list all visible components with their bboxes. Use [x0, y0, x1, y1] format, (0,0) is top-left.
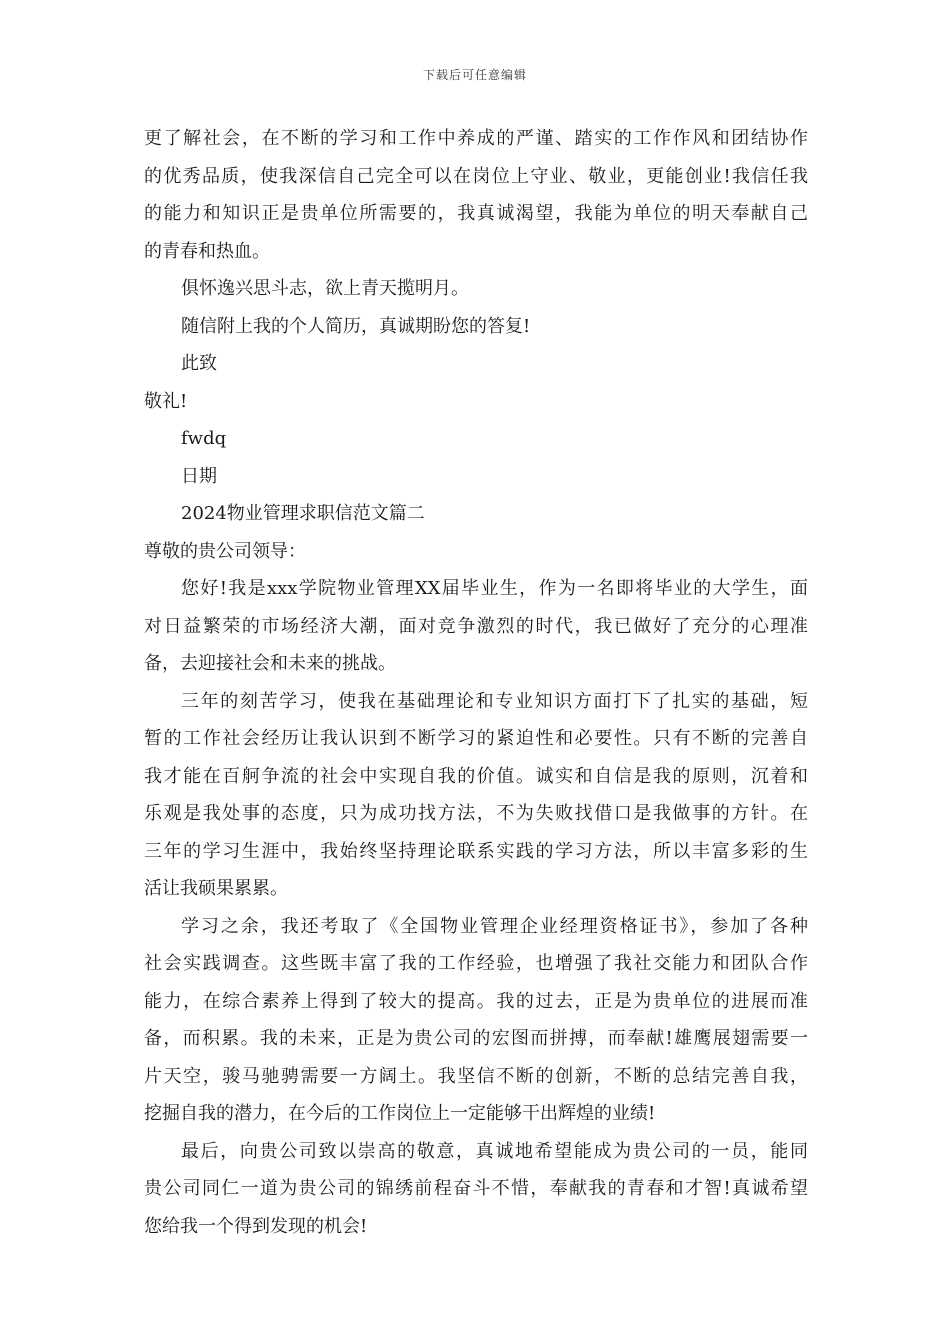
- paragraph-line: 暂的工作社会经历让我认识到不断学习的紧迫性和必要性。只有不断的完善自: [144, 728, 808, 749]
- paragraph-line: 片天空，骏马驰骋需要一方阔土。我坚信不断的创新，不断的总结完善自我，: [144, 1065, 808, 1087]
- paragraph-line: 您给我一个得到发现的机会!: [144, 1215, 368, 1237]
- paragraph-line: 敬礼!: [144, 390, 188, 412]
- paragraph-line: 的青春和热血。: [144, 240, 270, 262]
- paragraph: [144, 270, 808, 308]
- paragraph-line: 社会实践调查。这些既丰富了我的工作经验，也增强了我社交能力和团队合作: [144, 953, 808, 974]
- paragraph-line: 挖掘自我的潜力，在今后的工作岗位上一定能够干出辉煌的业绩!: [144, 1103, 656, 1124]
- paragraph: [144, 345, 808, 383]
- paragraph-line: 更了解社会，在不断的学习和工作中养成的严谨、踏实的工作作风和团结协作: [144, 128, 808, 149]
- paragraph-line: 此致: [181, 353, 217, 374]
- paragraph-line: 活让我硕果累累。: [144, 878, 288, 899]
- paragraph-line: 三年的刻苦学习，使我在基础理论和专业知识方面打下了扎实的基础，短: [181, 690, 808, 712]
- paragraph-line: 2024物业管理求职信范文篇二: [181, 503, 425, 524]
- paragraph-line: fwdq: [181, 428, 227, 449]
- paragraph-line: 最后，向贵公司致以崇高的敬意，真诚地希望能成为贵公司的一员，能同: [181, 1140, 808, 1162]
- paragraph-line: 我才能在百舸争流的社会中实现自我的价值。诚实和自信是我的原则，沉着和: [144, 765, 808, 787]
- paragraph-line: 俱怀逸兴思斗志，欲上青天揽明月。: [181, 278, 469, 299]
- paragraph-line: 您好!我是xxx学院物业管理XX届毕业生，作为一名即将毕业的大学生，面: [181, 578, 808, 599]
- paragraph-line: 贵公司同仁一道为贵公司的锦绣前程奋斗不惜，奉献我的青春和才智!真诚希望: [144, 1178, 808, 1199]
- paragraph: [144, 383, 808, 421]
- paragraph-line: 随信附上我的个人简历，真诚期盼您的答复!: [181, 315, 531, 337]
- paragraph: [144, 1133, 808, 1246]
- paragraph: [144, 683, 808, 908]
- paragraph: [144, 420, 808, 458]
- paragraph-line: 能力，在综合素养上得到了较大的提高。我的过去，正是为贵单位的进展而准: [144, 990, 808, 1012]
- paragraph-line: 对日益繁荣的市场经济大潮，面对竞争激烈的时代，我已做好了充分的心理准: [144, 615, 808, 637]
- paragraph-line: 三年的学习生涯中，我始终坚持理论联系实践的学习方法，所以丰富多彩的生: [144, 840, 808, 862]
- paragraph: [144, 570, 808, 683]
- paragraph: [144, 908, 808, 1133]
- paragraph-line: 备，去迎接社会和未来的挑战。: [144, 653, 396, 674]
- paragraph-line: 学习之余，我还考取了《全国物业管理企业经理资格证书》，参加了各种: [181, 915, 808, 937]
- page-header: 下载后可任意编辑: [422, 68, 527, 82]
- paragraph: [144, 458, 808, 496]
- paragraph-line: 尊敬的贵公司领导：: [144, 540, 306, 562]
- paragraph-line: 的能力和知识正是贵单位所需要的，我真诚渴望，我能为单位的明天奉献自己: [144, 203, 808, 224]
- paragraph: [144, 495, 808, 533]
- paragraph-line: 乐观是我处事的态度，只为成功找方法，不为失败找借口是我做事的方针。在: [144, 803, 808, 824]
- paragraph-line: 日期: [181, 465, 217, 487]
- paragraph: [144, 120, 808, 270]
- paragraph: [144, 308, 808, 346]
- paragraph-line: 备，而积累。我的未来，正是为贵公司的宏图而拼搏，而奉献!雄鹰展翅需要一: [144, 1028, 808, 1049]
- document-body: [144, 120, 808, 1245]
- paragraph: [144, 533, 808, 571]
- paragraph-line: 的优秀品质，使我深信自己完全可以在岗位上守业、敬业，更能创业!我信任我: [144, 165, 808, 187]
